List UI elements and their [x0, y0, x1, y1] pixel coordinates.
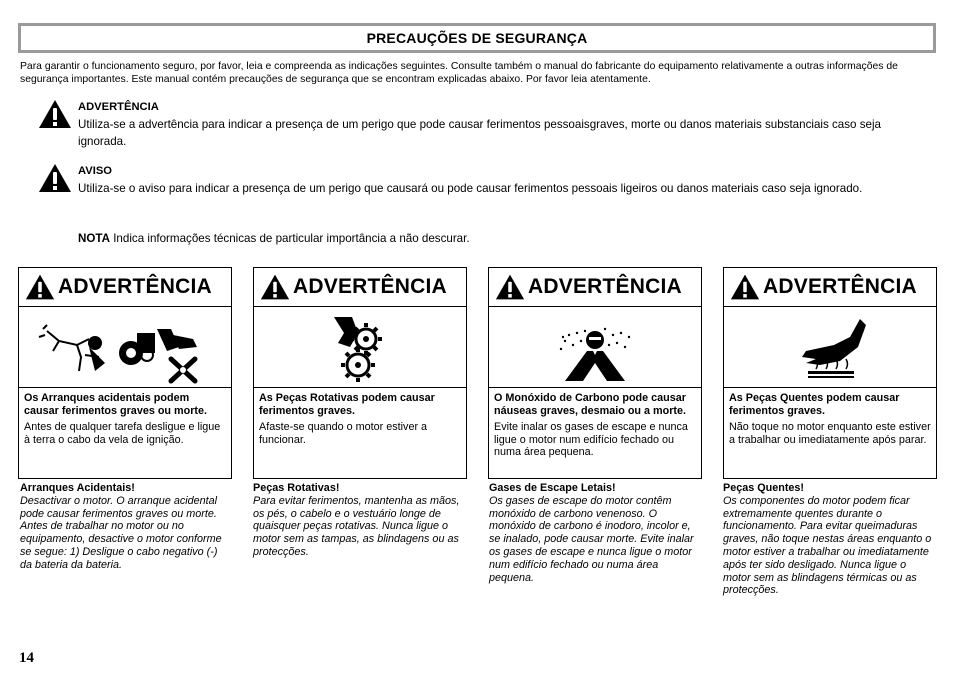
note-line: [78, 232, 470, 245]
warning-label-hot-surface: [723, 267, 937, 479]
intro-paragraph: Para garantir o funcionamento seguro, por favor, leia e compreenda as indicações seguintes. Consulte também o manual do fabricante do equipamento relativamente a outras informações de segurança importantes. Este manual contém precauções de segurança que se encontram explicadas abaixo. Por favor leia atentamente.: [20, 61, 898, 86]
hazard-title: Peças Quentes!: [723, 482, 805, 494]
hazard-text: Os gases de escape do motor contêm monóxido de carbono venenoso. O monóxido de carbono é inodoro, incolor e, se inalado, pode causar morte. Evite inalar os gases de escape e nunca ligue o motor num edifício fechado ou numa área pequena.: [489, 494, 694, 584]
label-instruction: Antes de qualquer tarefa desligue e ligue à terra o cabo da vela de ignição.: [24, 421, 221, 446]
hazard-title: Gases de Escape Letais!: [489, 482, 616, 494]
warning-label-rotating-parts: [253, 267, 467, 479]
label-instruction: Não toque no motor enquanto este estiver a trabalhar ou imediatamente após parar.: [729, 421, 931, 446]
hot-surface-icon: [724, 307, 936, 388]
definition-text: Utiliza-se o aviso para indicar a presença de um perigo que causará ou pode causar ferimentos pessoais ligeiros ou danos materiais caso seja ignorado.: [78, 182, 863, 195]
definition-heading: AVISO: [78, 165, 112, 177]
warning-triangle-icon: [38, 99, 72, 129]
label-headline: As Peças Rotativas podem causar ferimentos graves.: [259, 392, 435, 417]
warning-triangle-icon: [260, 273, 290, 301]
label-headline: O Monóxido de Carbono pode causar náuseas graves, desmaio ou a morte.: [494, 392, 687, 417]
hazard-description-accidental-start: [20, 482, 232, 572]
definition-caution: [38, 163, 918, 203]
label-instruction: Evite inalar os gases de escape e nunca ligue o motor num edifício fechado ou numa área pequena.: [494, 421, 688, 459]
hazard-description-exhaust-gases: [489, 482, 701, 584]
note-text: Indica informações técnicas de particular importância a não descurar.: [109, 232, 470, 245]
warning-label-carbon-monoxide: [488, 267, 702, 479]
definition-text: Utiliza-se a advertência para indicar a presença de um perigo que pode causar ferimentos pessoaisgraves, morte ou danos materiais substanciais caso seja ignorada.: [78, 118, 881, 148]
warning-triangle-icon: [495, 273, 525, 301]
label-headline: Os Arranques acidentais podem causar ferimentos graves ou morte.: [24, 392, 208, 417]
hazard-text: Desactivar o motor. O arranque acidental pode causar ferimentos graves ou morte. Antes de trabalhar no motor ou no equipamento, desactive o motor conforme se segue: 1) Desligue o cabo negativo (-) da bateria da bateria.: [20, 494, 222, 571]
hazard-title: Peças Rotativas!: [253, 482, 340, 494]
rotating-parts-icon: [254, 307, 466, 388]
definition-heading: ADVERTÊNCIA: [78, 101, 159, 113]
section-title: PRECAUÇÕES DE SEGURANÇA: [18, 23, 936, 53]
warning-label-accidental-start: [18, 267, 232, 479]
definition-warning: [38, 99, 918, 148]
label-headline: As Peças Quentes podem causar ferimentos graves.: [729, 392, 900, 417]
page-number: 14: [19, 650, 34, 666]
accidental-start-icon: [19, 307, 231, 388]
carbon-monoxide-icon: [489, 307, 701, 388]
label-instruction: Afaste-se quando o motor estiver a funcionar.: [259, 421, 428, 446]
hazard-description-hot-parts: [723, 482, 935, 597]
label-title: ADVERTÊNCIA: [763, 275, 917, 298]
label-title: ADVERTÊNCIA: [58, 275, 212, 298]
label-title: ADVERTÊNCIA: [528, 275, 682, 298]
label-title: ADVERTÊNCIA: [293, 275, 447, 298]
note-label: NOTA: [78, 232, 110, 245]
warning-triangle-icon: [25, 273, 55, 301]
hazard-title: Arranques Acidentais!: [20, 482, 135, 494]
hazard-text: Para evitar ferimentos, mantenha as mãos, os pés, o cabelo e o vestuário longe de quaisquer peças rotativas. Nunca ligue o motor sem as tampas, as blindagens ou as protecções.: [253, 494, 460, 558]
hazard-text: Os componentes do motor podem ficar extremamente quentes durante o funcionamento. Para evitar queimaduras graves, não toque nestas áreas enquanto o motor estiver a trabalhar ou imediatamente após ter sido desligado. Nunca ligue o motor sem as blindagens térmicas ou as protecções.: [723, 494, 932, 597]
hazard-description-rotating-parts: [253, 482, 465, 559]
warning-triangle-icon: [38, 163, 72, 193]
warning-triangle-icon: [730, 273, 760, 301]
